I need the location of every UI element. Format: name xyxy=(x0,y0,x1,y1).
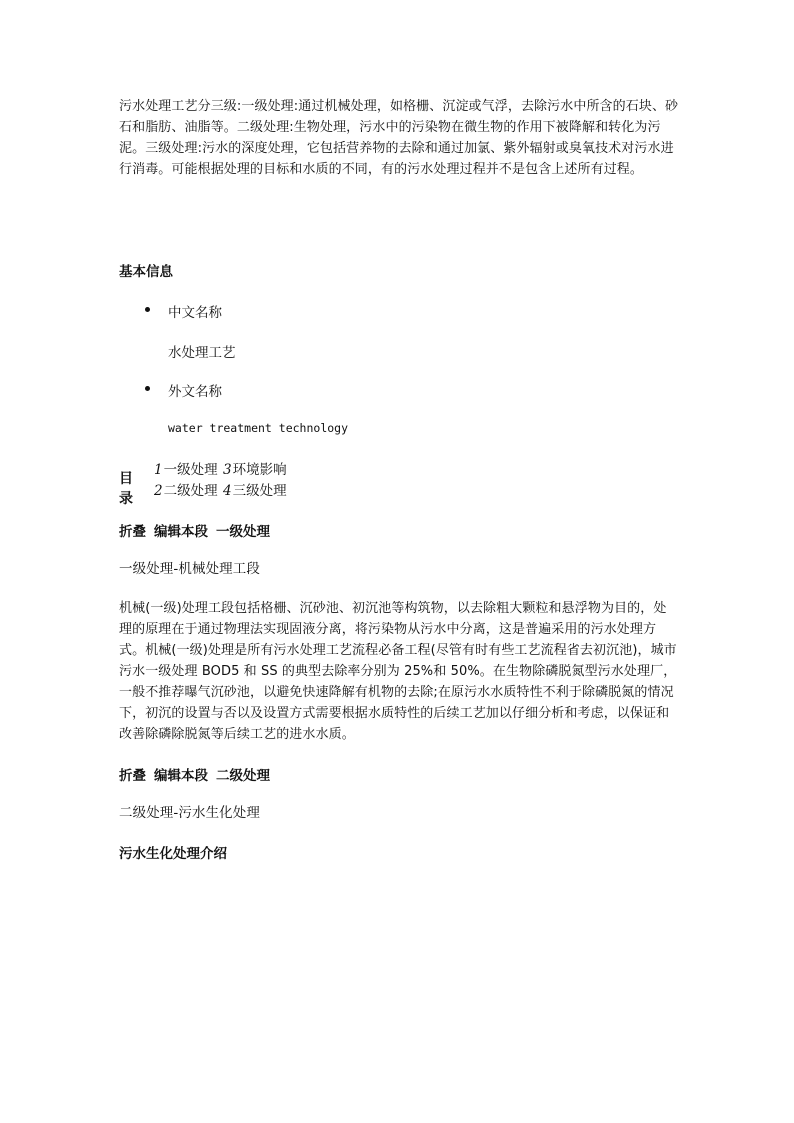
section-title: 二级处理 xyxy=(216,768,270,784)
section-heading-1 xyxy=(119,520,278,540)
toc-text: 三级处理 xyxy=(232,483,287,499)
section-2-subheading: 污水生化处理介绍 xyxy=(119,846,227,862)
info-value-foreign-name: water treatment technology xyxy=(168,421,349,435)
edit-section-link[interactable]: 编辑本段 xyxy=(154,524,208,540)
bullet-icon xyxy=(145,386,150,391)
info-label: 中文名称 xyxy=(168,305,222,321)
toc-number: 3 xyxy=(223,462,232,478)
section-1-subtitle: 一级处理-机械处理工段 xyxy=(119,561,260,577)
section-2-subtitle: 二级处理-污水生化处理 xyxy=(119,805,260,821)
section-title: 一级处理 xyxy=(216,524,270,540)
toc-number: 1 xyxy=(154,462,163,478)
toc-link-4[interactable] xyxy=(223,479,287,499)
toc-text: 二级处理 xyxy=(163,483,218,499)
intro-paragraph: 污水处理工艺分三级:一级处理:通过机械处理，如格栅、沉淀或气浮，去除污水中所含的石块、砂石和脂肪、油脂等。二级处理:生物处理，污水中的污染物在微生物的作用下被降解和转化为污泥。三级处理:污水的深度处理，它包括营养物的去除和通过加氯、紫外辐射或臭氧技术对污水进行消毒。可能根据处理的目标和水质的不同，有的污水处理过程并不是包含上述所有过程。 xyxy=(119,99,679,177)
toc-title: 目录 xyxy=(119,471,133,507)
info-label: 外文名称 xyxy=(168,384,222,400)
section-heading-2 xyxy=(119,764,278,784)
toc-link-3[interactable] xyxy=(223,458,287,478)
toc-text: 一级处理 xyxy=(163,462,218,478)
toc-link-1[interactable] xyxy=(154,458,218,478)
toc-text: 环境影响 xyxy=(232,462,287,478)
bullet-icon xyxy=(145,307,150,312)
fold-link[interactable]: 折叠 xyxy=(119,768,146,784)
section-1-body: 机械(一级)处理工段包括格栅、沉砂池、初沉池等构筑物，以去除粗大颗粒和悬浮物为目的，处理的原理在于通过物理法实现固液分离，将污染物从污水中分离，这是普遍采用的污水处理方式。机械(一级)处理是所有污水处理工艺流程必备工程(尽管有时有些工艺流程省去初沉池)，城市污水一级处理 BOD5 和 SS 的典型去除率分别为 25%和 50%。在生物除磷脱氮型污水处理厂，一般不推荐曝气沉砂池，以避免快速降解有机物的去除;在原污水水质特性不利于除磷脱氮的情况下，初沉的设置与否以及设置方式需要根据水质特性的后续工艺加以仔细分析和考虑，以保证和改善除磷除脱氮等后续工艺的进水水质。 xyxy=(119,601,677,742)
edit-section-link[interactable]: 编辑本段 xyxy=(154,768,208,784)
basic-info-title: 基本信息 xyxy=(119,264,173,280)
toc-link-2[interactable] xyxy=(154,479,218,499)
toc-number: 4 xyxy=(223,483,232,499)
fold-link[interactable]: 折叠 xyxy=(119,524,146,540)
toc-number: 2 xyxy=(154,483,163,499)
info-value-chinese-name: 水处理工艺 xyxy=(168,345,236,361)
